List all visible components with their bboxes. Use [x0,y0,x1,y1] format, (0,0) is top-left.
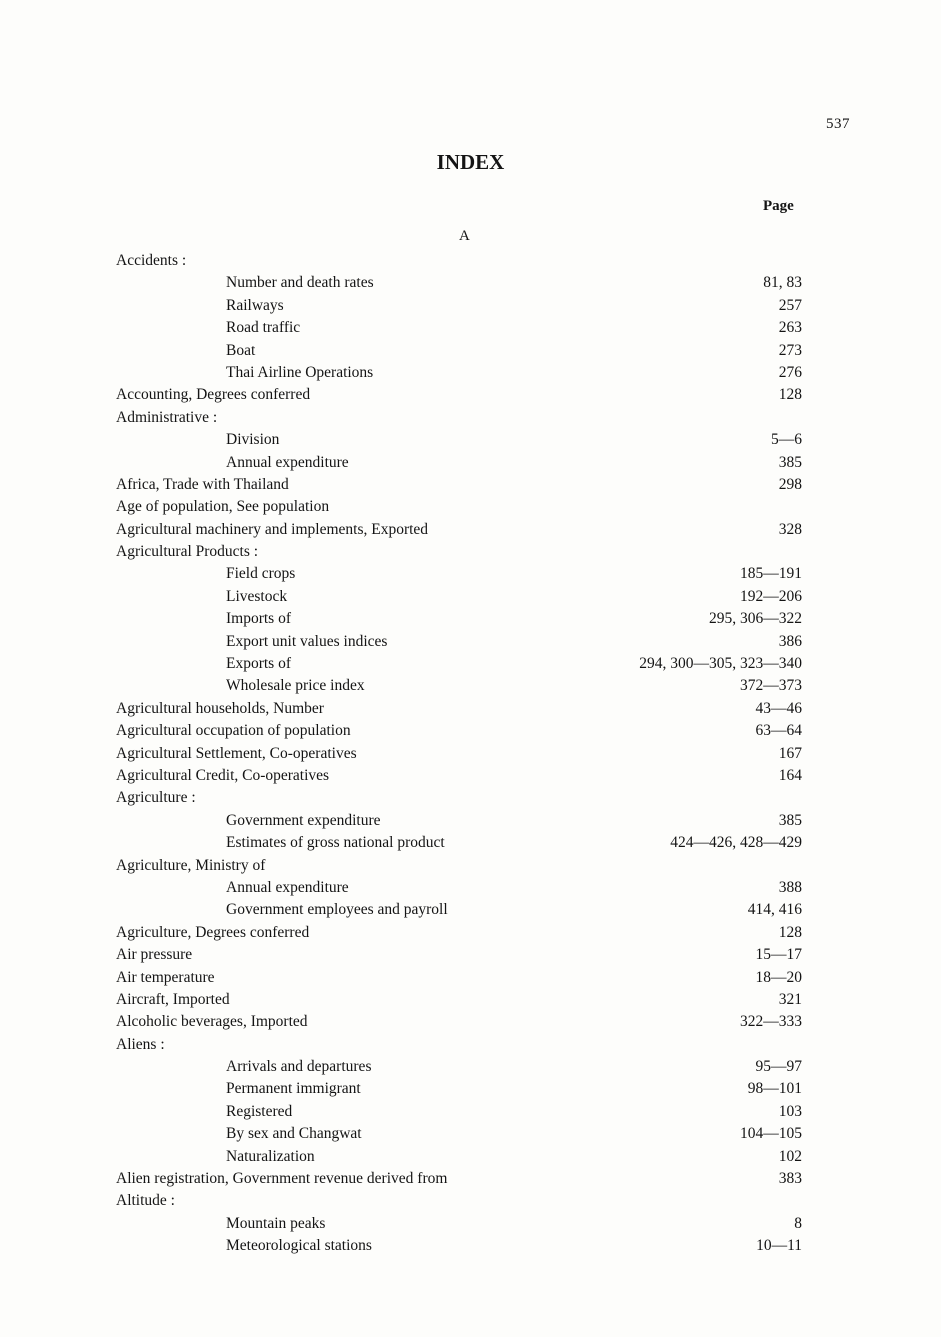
entry-page: 386 [775,631,802,653]
entry-label: Agricultural Settlement, Co-operatives [116,743,367,765]
entry-label: Agricultural occupation of population [116,720,361,742]
entry-label: Agriculture, Ministry of [116,856,266,874]
index-entry [0,1123,941,1145]
entry-page: 257 [775,295,802,317]
entry-label: Age of population, See population [116,498,330,516]
entry-page: 95—97 [752,1056,803,1078]
entry-label: Arrivals and departures [226,1056,381,1078]
entry-page: 98—101 [744,1078,802,1100]
entry-page: 295, 306—322 [705,608,802,630]
entry-label: Agricultural Products : [116,543,259,561]
index-entry [0,720,941,742]
entry-page: 15—17 [752,944,803,966]
index-entry [0,340,941,362]
entry-page: 388 [775,877,802,899]
entry-label: Exports of [226,653,301,675]
entry-page: 192—206 [736,586,802,608]
page-column-label: Page [763,198,794,214]
entry-label: Livestock [226,586,297,608]
entry-label: Alcoholic beverages, Imported [116,1011,318,1033]
entry-page: 385 [775,452,802,474]
entry-page: 276 [775,362,802,384]
index-entry [0,698,941,720]
entry-label: Mountain peaks [226,1213,335,1235]
entry-label: Imports of [226,608,301,630]
entry-label: Administrative : [116,408,218,426]
entry-page: 383 [775,1168,802,1190]
entry-page: 385 [775,810,802,832]
entry-page: 185—191 [736,563,802,585]
entry-page: 5—6 [767,429,802,451]
entry-label: Agricultural machinery and implements, Exported [116,519,438,541]
index-entry [0,989,941,1011]
entry-label: Accounting, Degrees conferred [116,384,320,406]
entry-label: Agriculture : [116,789,196,807]
index-entry [0,295,941,317]
index-entry [0,429,941,451]
entry-page: 263 [775,317,802,339]
entry-label: Field crops [226,563,305,585]
index-entry [0,272,941,294]
entry-page: 63—64 [752,720,803,742]
index-entry [0,922,941,944]
entry-page: 414, 416 [744,899,802,921]
index-entry [0,563,941,585]
index-heading [0,787,941,809]
index-heading [0,855,941,877]
entry-label: Aircraft, Imported [116,989,240,1011]
index-entry [0,653,941,675]
entry-page: 128 [775,384,802,406]
index-entry [0,1168,941,1190]
entry-label: Agriculture, Degrees conferred [116,922,319,944]
index-heading [0,250,941,272]
index-entry [0,1078,941,1100]
entry-label: Number and death rates [226,272,384,294]
page-number: 537 [826,116,850,132]
entry-label: Export unit values indices [226,631,397,653]
section-letter: A [459,228,470,244]
entry-page: 298 [775,474,802,496]
entry-page: 322—333 [736,1011,802,1033]
entry-label: By sex and Changwat [226,1123,372,1145]
entry-page: 167 [775,743,802,765]
entry-page: 10—11 [752,1235,802,1257]
entry-label: Registered [226,1101,302,1123]
entry-label: Railways [226,295,294,317]
entry-label: Air temperature [116,967,225,989]
index-entry [0,967,941,989]
entry-page: 273 [775,340,802,362]
index-entry [0,944,941,966]
entry-label: Permanent immigrant [226,1078,371,1100]
index-entry [0,1056,941,1078]
entry-page: 81, 83 [759,272,802,294]
entry-label: Africa, Trade with Thailand [116,474,299,496]
entry-page: 43—46 [752,698,803,720]
index-entry [0,743,941,765]
entry-label: Annual expenditure [226,452,359,474]
entry-page: 328 [775,519,802,541]
index-entry [0,675,941,697]
index-entry [0,1146,941,1168]
index-entry [0,384,941,406]
entry-label: Road traffic [226,317,310,339]
index-heading [0,1190,941,1212]
entry-page: 372—373 [736,675,802,697]
index-heading [0,496,941,518]
entry-label: Government employees and payroll [226,899,458,921]
entry-label: Boat [226,340,265,362]
index-entry [0,899,941,921]
index-entry [0,1213,941,1235]
index-heading [0,541,941,563]
entry-page: 102 [775,1146,802,1168]
entry-label: Estimates of gross national product [226,832,455,854]
entry-label: Alien registration, Government revenue derived from [116,1168,457,1190]
entry-page: 424—426, 428—429 [666,832,802,854]
entry-page: 8 [790,1213,802,1235]
index-heading [0,1034,941,1056]
entry-label: Thai Airline Operations [226,362,383,384]
index-entry [0,474,941,496]
entry-label: Agricultural households, Number [116,698,334,720]
entry-label: Aliens : [116,1035,165,1053]
entry-page: 18—20 [752,967,803,989]
entry-label: Division [226,429,289,451]
entry-label: Naturalization [226,1146,325,1168]
index-entry [0,810,941,832]
index-entry [0,765,941,787]
entry-page: 164 [775,765,802,787]
entry-label: Wholesale price index [226,675,375,697]
entry-label: Annual expenditure [226,877,359,899]
entry-label: Meteorological stations [226,1235,382,1257]
entry-page: 103 [775,1101,802,1123]
index-heading [0,407,941,429]
index-entry [0,1011,941,1033]
entry-page: 104—105 [736,1123,802,1145]
entry-label: Government expenditure [226,810,391,832]
entry-label: Accidents : [116,252,187,269]
index-entry [0,317,941,339]
index-entry [0,519,941,541]
index-entries [0,250,941,1258]
entry-label: Agricultural Credit, Co-operatives [116,765,339,787]
index-entry [0,362,941,384]
entry-page: 294, 300—305, 323—340 [635,653,802,675]
index-entry [0,832,941,854]
entry-label: Altitude : [116,1192,175,1210]
index-entry [0,452,941,474]
index-entry [0,631,941,653]
index-entry [0,1235,941,1257]
entry-label: Air pressure [116,944,202,966]
entry-page: 321 [775,989,802,1011]
entry-page: 128 [775,922,802,944]
index-entry [0,1101,941,1123]
index-entry [0,877,941,899]
index-title: INDEX [436,150,505,174]
index-entry [0,608,941,630]
index-entry [0,586,941,608]
